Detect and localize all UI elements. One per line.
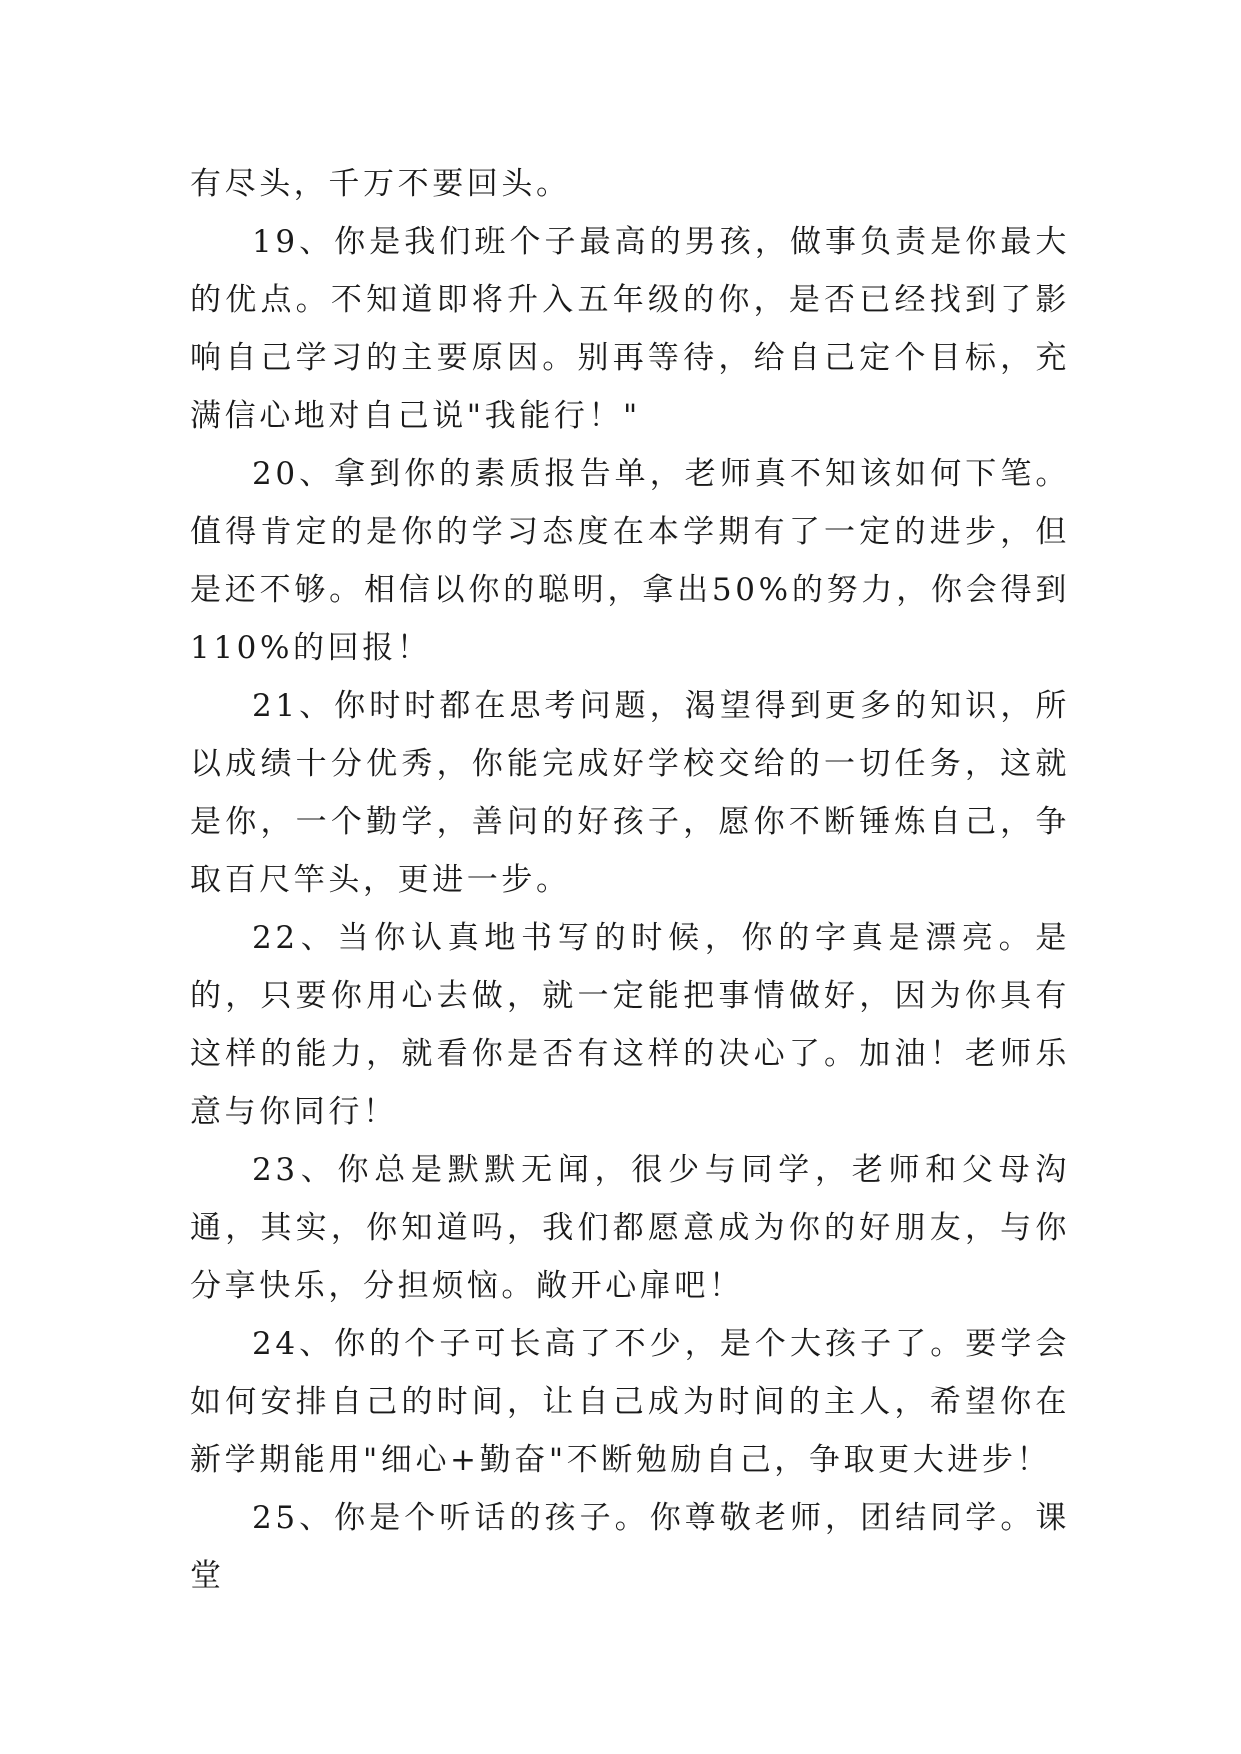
paragraph-item-19: 19、你是我们班个子最高的男孩，做事负责是你最大的优点。不知道即将升入五年级的你，是否已经找到了影响自己学习的主要原因。别再等待，给自己定个目标，充满信心地对自己说"我能行！" (190, 224, 1070, 434)
paragraph-item-20: 20、拿到你的素质报告单，老师真不知该如何下笔。值得肯定的是你的学习态度在本学期有了一定的进步，但是还不够。相信以你的聪明，拿出50%的努力，你会得到110%的回报！ (190, 456, 1070, 666)
paragraph-item-22: 22、当你认真地书写的时候，你的字真是漂亮。是的，只要你用心去做，就一定能把事情做好，因为你具有这样的能力，就看你是否有这样的决心了。加油！老师乐意与你同行！ (190, 920, 1070, 1130)
document-body (190, 155, 1070, 1605)
paragraph-continuation: 有尽头，千万不要回头。 (190, 166, 571, 202)
paragraph-item-24: 24、你的个子可长高了不少，是个大孩子了。要学会如何安排自己的时间，让自己成为时间的主人，希望你在新学期能用"细心+勤奋"不断勉励自己，争取更大进步！ (190, 1326, 1070, 1478)
paragraph-item-25: 25、你是个听话的孩子。你尊敬老师，团结同学。课堂 (190, 1500, 1070, 1594)
paragraph-item-23: 23、你总是默默无闻，很少与同学，老师和父母沟通，其实，你知道吗，我们都愿意成为你的好朋友，与你分享快乐，分担烦恼。敞开心扉吧！ (190, 1152, 1070, 1304)
paragraph-item-21: 21、你时时都在思考问题，渴望得到更多的知识，所以成绩十分优秀，你能完成好学校交给的一切任务，这就是你，一个勤学，善问的好孩子，愿你不断锤炼自己，争取百尺竿头，更进一步。 (190, 688, 1070, 898)
